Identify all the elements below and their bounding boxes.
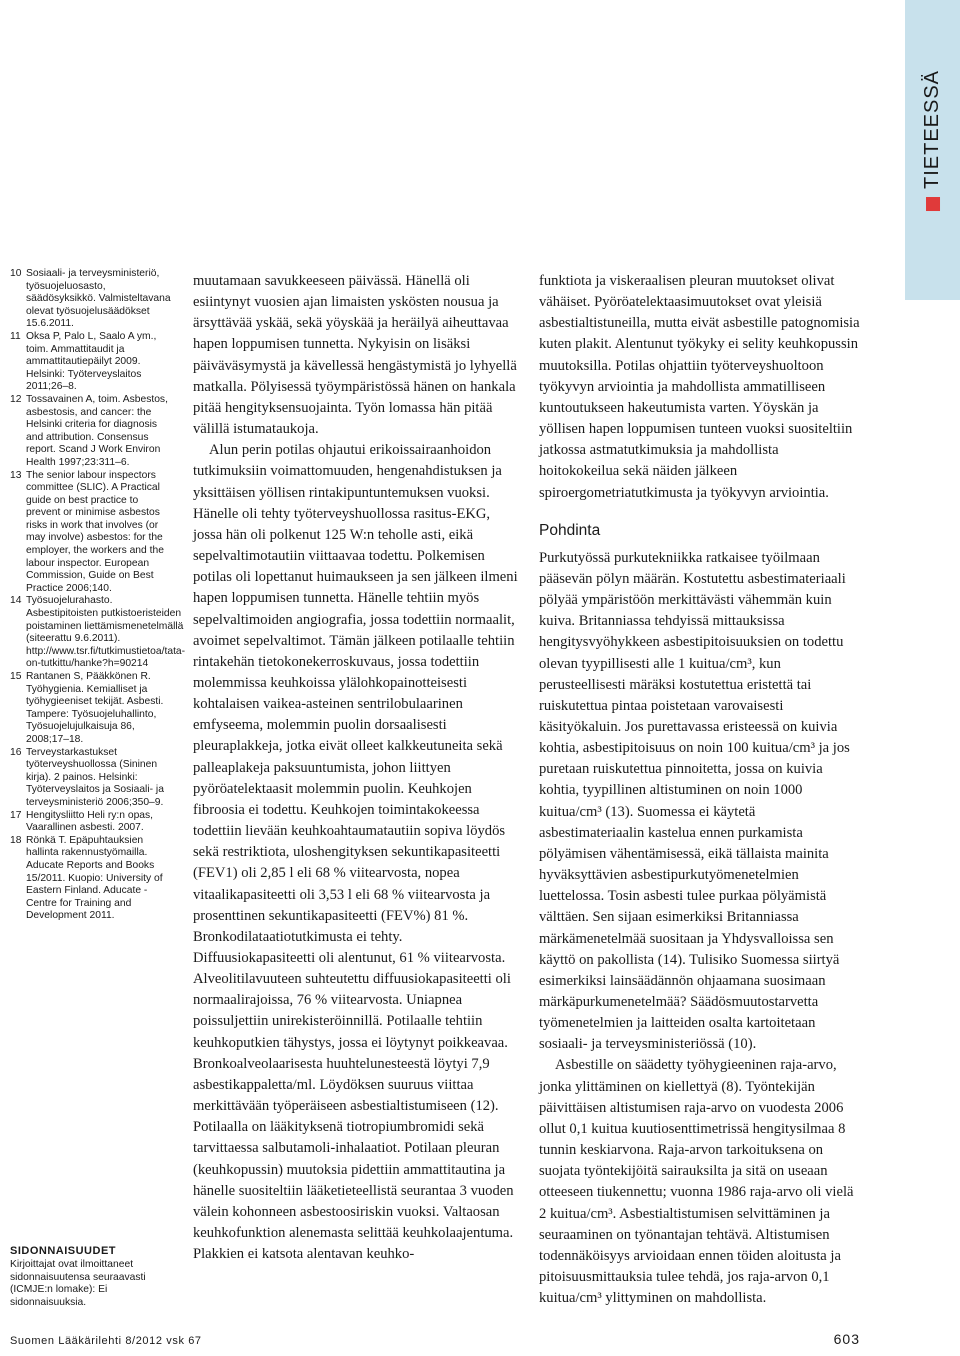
journal-footer: Suomen Lääkärilehti 8/2012 vsk 67: [10, 1335, 202, 1347]
reference-item: [10, 671, 175, 747]
reference-text: The senior labour inspectors committee (SLIC). A Practical guide on best practice to prevent or minimise asbestos risks in work that involves (or may involve) asbestos: for the employer, the workers and the labour inspector. European Commission, Guide on Best Practice 2006;140.: [26, 469, 164, 594]
column2-paragraph: Alun perin potilas ohjautui erikoissairaanhoidon tutkimuksiin voimattomuuden, hengenahdistuksen ja yksittäisen yöllisen rintakipuntuntemuksen vuoksi. Hänelle oli tehty työterveyshuollossa rasitus-EKG, jossa hän oli polkenut 125 W:n teholle asti, eikä sepelvaltimotautiin viittaavaa todettu. Polkemisen potilas oli lopettanut huimaukseen ja sen jälkeen ilmeni hapen loppumisen tunnetta. Hänelle tehtiin myös sepelvaltimoiden angiografia, jossa todettiin normaalit, avoimet sepelvaltimot. Tämän jälkeen potilaalle tehtiin rintakehän tietokonekerroskuvaus, jossa todettiin molemmissa keuhkoissa ylälohkopainotteisesti kohtalaisen vaikea-asteinen sentrilobulaarinen emfyseema, molemmin puolin dorsaalisesti pleuraplakkeja, jotka eivät olleet kalkkeutuneita sekä palleaplakeja paksuuntumista, johon liittyen pyöröatelektaasit molemmin puolin. Keuhkojen fibroosia ei todettu. Keuhkojen toimintakokeessa todettiin lievään keuhkoahtaumatautiin sopiva löydös sekä restriktiota, uloshengityksen sekuntikapasiteetti (FEV1) oli 2,85 l eli 68 % viitearvosta, nopea vitaalikapasiteetti oli 3,53 l eli 68 % viitearvosta ja prosenttinen sekuntikapasiteetti (FEV%) 81 %. Bronkodilataatiotutkimusta ei tehty. Diffuusiokapasiteetti oli alentunut, 61 % viitearvosta. Alveolitilavuuteen suhteutettu diffuusiokapasiteetti oli normaalirajoissa, 76 % viitearvosta. Uniapnea poissuljettiin unirekisteröinnillä. Potilaalle tehtiin keuhkoputkien tähystys, jossa ei löytynyt poikkeavaa. Bronkoalveolaarisesta huuhtelunesteestä löytyi 7,9 asbestikappaletta/ml. Löydöksen suuruus viittaa merkittävään työperäiseen asbestialtistumiseen (12). Potilaalla on lääkityksenä tiotropiumbromidi sekä tarvittaessa salbutamoli-inhalaatiot. Potilaan pleuran (keuhkopussin) muutoksia pidettiin ammattitautina ja hänelle suositeltiin lääketieteellistä seurantaa 3 vuoden välein kohonneen asbestoosiriskin vuoksi. Valtaosan keuhkofunktion alenemasta selittää keuhkolaajentuma. Plakkien ei katsota alentavan keuhko-: [193, 442, 518, 1263]
reference-item: [10, 394, 175, 470]
reference-text: Rantanen S, Pääkkönen R. Työhygienia. Kemialliset ja työhygieeniset tekijät. Asbesti. Tampere: Työsuojeluhallinto, Työsuojelujulkaisuja 86, 2008;17–18.: [26, 671, 164, 745]
reference-text: Rönkä T. Epäpuhtauksien hallinta rakennustyömailla. Aducate Reports and Books 15/2011. Kuopio: University of Eastern Finland. Aducate - Centre for Training and Development 2011.: [26, 834, 163, 922]
reference-number: 12: [10, 393, 22, 405]
reference-text: Sosiaali- ja terveysministeriö, työsuojeluosasto, säädösyksikkö. Valmisteltavana olevat työsuojelusäädökset 15.6.2011.: [26, 268, 171, 330]
article-column-2: [193, 271, 520, 1265]
reference-item: [10, 810, 175, 835]
reference-number: 10: [10, 268, 22, 279]
reference-number: 16: [10, 746, 22, 758]
reference-text: Terveystarkastukset työterveyshuollossa (Sininen kirja). 2 painos. Helsinki: Työterveyslaitos ja Sosiaali- ja terveysministeriö 2006;350–9.: [26, 746, 164, 808]
reference-text: Työsuojelurahasto. Asbestipitoisten putkistoeristeiden poistaminen liettämismenetelmällä (siteerattu 9.6.2011). http://www.tsr.fi/tutkimustietoa/tata-on-tutkittu/hanke?h=90214: [26, 595, 186, 670]
reference-item: [10, 268, 175, 331]
reference-number: 18: [10, 834, 22, 846]
reference-text: Tossavainen A, toim. Asbestos, asbestosis, and cancer: the Helsinki criteria for diagnosis and attribution. Consensus report. Scand J Work Environ Health 1997;23:311–6.: [26, 393, 168, 468]
section-tab: [905, 30, 960, 250]
reference-item: [10, 595, 186, 671]
column3-intro: funktiota ja viskeraalisen pleuran muutokset olivat vähäiset. Pyöröatelektaasimuutokset ovat yleisiä asbestialtistuneilla, mutta eivät asbestille patognomisia kuten plakit. Alentunut työkyky ei selity keuhkopussin muutoksilla. Potilas ohjattiin työterveyshuoltoon työkyvyn arviointia ja mahdollista ammatilliseen kuntoutukseen hakeutumista varten. Yöyskän ja yöllisen hapen loppumisen tunteen vuoksi suositeltiin jatkossa astmatutkimuksia ja mahdollista hoitokokeilua sekä näiden jälkeen spiroergometriatutkimusta ja työkyvyn arviointia.: [539, 273, 860, 501]
disclosure-title: SIDONNAISUUDET: [10, 1245, 117, 1257]
reference-item: [10, 835, 175, 923]
page-number: 603: [833, 1331, 860, 1347]
reference-list: [10, 268, 186, 923]
section-heading-pohdinta: Pohdinta: [539, 521, 601, 539]
disclosure-box: [10, 1245, 180, 1310]
reference-number: 11: [10, 330, 21, 342]
reference-item: [10, 331, 175, 394]
reference-number: 13: [10, 469, 22, 481]
reference-item: [10, 470, 175, 596]
disclosure-text: Kirjoittajat ovat ilmoittaneet sidonnaisuutensa seuraavasti (ICMJE:n lomake): Ei sidonnaisuuksia.: [10, 1258, 146, 1309]
section-tab-label: TIETEESSÄ: [921, 69, 943, 189]
column3-paragraph-2: Asbestille on säädetty työhygieeninen raja-arvo, jonka ylittäminen on kiellettyä (8). Työntekijän päivittäisen altistumisen raja-arvo on vuodesta 2006 ollut 0,1 kuitua kuutiosenttimetrissä hengitysilmaa 8 tunnin keskiarvona. Raja-arvon tarkoituksena on suojata työntekijöitä sairauksilta ja sitä on useaan otteeseen tiukennettu; vuonna 1986 raja-arvo oli vielä 2 kuitua/cm³. Asbestialtistumisen selvittäminen ja seuraaminen on työnantajan tehtävä. Altistumisen todennäköisyys arvioidaan ennen töiden aloitusta ja pitoisuusmittauksia tulee tehdä, jos raja-arvon 0,1 kuitua/cm³ ylittyminen on mahdollista.: [539, 1057, 854, 1307]
reference-text: Hengitysliitto Heli ry:n opas, Vaarallinen asbesti. 2007.: [26, 809, 154, 834]
section-marker-square: [926, 197, 940, 211]
reference-number: 15: [10, 671, 22, 682]
reference-item: [10, 747, 175, 810]
article-column-3: [539, 271, 861, 1309]
column3-paragraph-1: Purkutyössä purkutekniikka ratkaisee työilmaan pääsevän pölyn määrän. Kostutettu asbestimateriaali pölyää ympäristöön merkittävästi vähemmän kuin kuiva. Britanniassa tehdyissä mittauksissa hengitysvyöhykkeen asbestipitoisuuksien on todettu olevan tyypillisesti alle 1 kuitua/cm³, kun perusteellisesti märäksi kostutettua eristettä tai ruiskutettua pintaa poistetaan varovaisesti käsityökaluin. Jos purettavassa eristeessä on kuivia kohtia, asbestipitoisuus on noin 100 kuitua/cm³ ja jos puretaan ruiskutettua pinnoitetta, jossa on kuivia kohtia, tyypillinen altistuminen on noin 1000 kuitua/cm³ (13). Suomessa ei käytetä asbestimateriaalin kastelua ennen purkamista pölyämisen vähentämisessä, eikä tällaista mainita hyväksyttävien asbestipurkutyömenetelmien luettelossa. Tosin asbesti tulee purkaa pölyämistä välttäen. Sen sijaan esimerkiksi Britanniassa märkämenetelmää suositaan ja Yhdysvalloissa sen käyttö on pakollista (14). Tulisiko Suomessa siirtyä esimerkiksi lainsäädännön ohjaamana suosimaan märkäpurkumenetelmää? Säädösmuutostarvetta työmenetelmien ja laitteiden osalta kartoitetaan sosiaali- ja terveysministeriössä (10).: [539, 549, 850, 1053]
reference-number: 17: [10, 809, 22, 821]
reference-text: Oksa P, Palo L, Saalo A ym., toim. Ammattitaudit ja ammattitautiepäilyt 2009. Helsinki: Työterveyslaitos 2011;26–8.: [26, 330, 157, 393]
column2-paragraph: muutamaan savukkeeseen päivässä. Hänellä oli esiintynyt vuosien ajan limaisten yskösten nousua ja ärsyttävää yskää, sekä yöyskää ja heräilyä aiheuttavaa hapen loppumisen tunnetta. Nykyisin on lisäksi päiväväsymystä ja kävellessä hengästymistä jo lyhyellä matkalla. Pölyisessä työympäristössä hänen on hankala pitää hengityksensuojainta. Työn lomassa hän pitää välillä istumataukoja.: [193, 273, 517, 438]
reference-number: 14: [10, 595, 22, 607]
